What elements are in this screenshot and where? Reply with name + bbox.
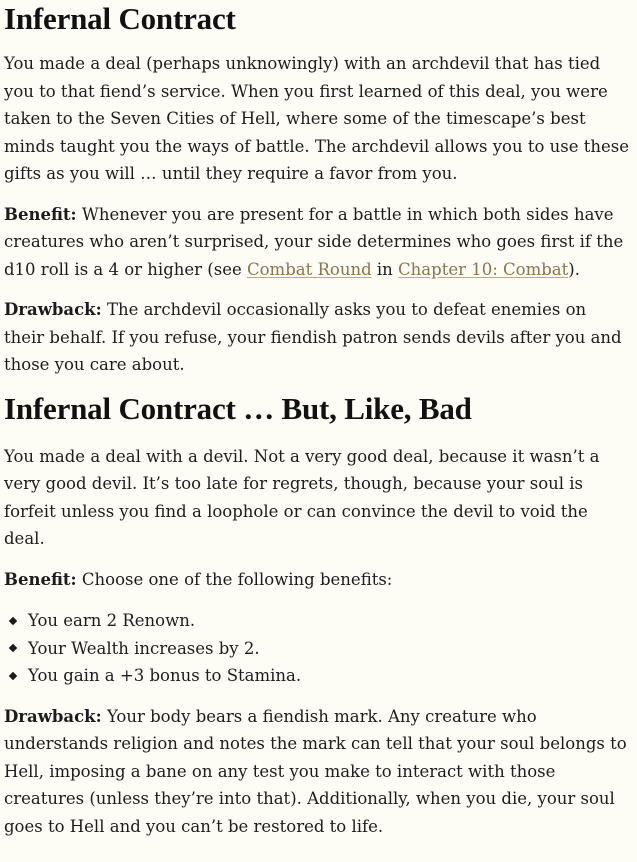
intro-paragraph: You made a deal (perhaps unknowingly) with an archdevil that has tied you to that fiend’s service. When you first learned of this deal, you were taken to the Seven Cities of Hell, where some of the timescape’s best minds taught you the ways of battle. The archdevil allows you to use these gifts as you will … until they require a favor from you. [4, 54, 629, 183]
section-heading: Infernal Contract … But, Like, Bad [4, 390, 472, 426]
combat-round-link[interactable]: Combat Round [246, 259, 372, 279]
benefit-label: Benefit: [4, 569, 77, 589]
section-infernal-contract-bad [4, 391, 631, 841]
list-item [4, 662, 631, 690]
drawback-paragraph [4, 703, 631, 841]
section-infernal-contract [4, 0, 631, 379]
drawback-label: Drawback: [4, 300, 102, 319]
benefit-text: Whenever you are present for a battle in which both sides have creatures who aren’t surprised, your side determines who goes first if the d10 roll is a 4 or higher (see [4, 204, 624, 279]
benefit-text: Choose one of the following benefits: [76, 569, 393, 589]
diamond-bullet-icon [9, 672, 17, 680]
chapter-10-combat-link[interactable]: Chapter 10: Combat [398, 259, 569, 279]
benefit-list [4, 607, 631, 690]
benefit-label: Benefit: [4, 204, 77, 224]
benefit-text-mid: in [371, 259, 399, 279]
diamond-bullet-icon [9, 644, 17, 652]
list-item [4, 635, 631, 663]
intro-paragraph: You made a deal with a devil. Not a very good deal, because it wasn’t a very good devil. It’s too late for regrets, though, because your soul is forfeit unless you find a loophole or can convince the devil to void the deal. [4, 446, 600, 548]
drawback-text: Your body bears a fiendish mark. Any creature who understands religion and notes the mark can tell that your soul belongs to Hell, imposing a bane on any test you make to interact with those creatures (unless they’re into that). Additionally, when you die, your soul goes to Hell and you can’t be restored to life. [4, 706, 627, 836]
drawback-label: Drawback: [4, 706, 102, 726]
list-item-text: Your Wealth increases by 2. [28, 638, 260, 658]
list-item [4, 607, 631, 635]
list-item-text: You gain a +3 bonus to Stamina. [28, 666, 302, 685]
section-heading: Infernal Contract [4, 1, 236, 36]
benefit-paragraph [4, 566, 631, 594]
benefit-text-end: ). [568, 259, 580, 279]
list-item-text: You earn 2 Renown. [28, 611, 196, 630]
drawback-paragraph [4, 296, 631, 379]
benefit-paragraph [4, 201, 631, 284]
drawback-text: The archdevil occasionally asks you to defeat enemies on their behalf. If you refuse, your fiendish patron sends devils after you and those you care about. [4, 300, 622, 374]
diamond-bullet-icon [9, 617, 17, 625]
